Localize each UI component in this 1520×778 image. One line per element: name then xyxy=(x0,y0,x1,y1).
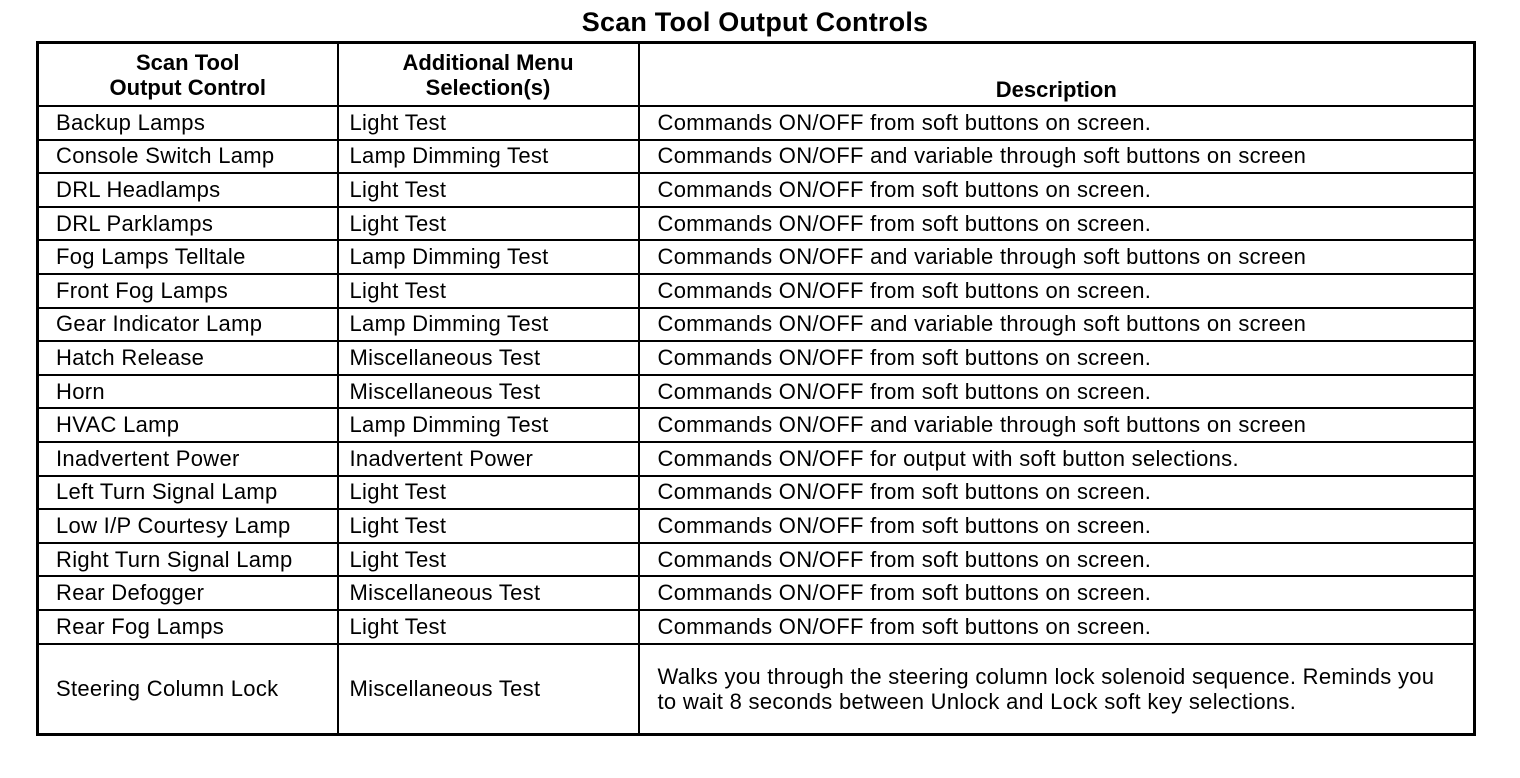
cell-menu-selection: Light Test xyxy=(338,610,639,644)
cell-menu-selection: Miscellaneous Test xyxy=(338,576,639,610)
header-description xyxy=(639,43,1475,107)
cell-output-control: Fog Lamps Telltale xyxy=(38,240,338,274)
cell-output-control: HVAC Lamp xyxy=(38,408,338,442)
table-row xyxy=(38,173,1475,207)
table-row xyxy=(38,308,1475,342)
cell-menu-selection: Lamp Dimming Test xyxy=(338,408,639,442)
cell-menu-selection: Light Test xyxy=(338,476,639,510)
table-row xyxy=(38,543,1475,577)
cell-output-control: Front Fog Lamps xyxy=(38,274,338,308)
cell-output-control: DRL Parklamps xyxy=(38,207,338,241)
cell-description: Commands ON/OFF from soft buttons on screen. xyxy=(639,274,1475,308)
cell-output-control: Steering Column Lock xyxy=(38,644,338,735)
cell-output-control: Left Turn Signal Lamp xyxy=(38,476,338,510)
cell-output-control: Console Switch Lamp xyxy=(38,140,338,174)
table-row xyxy=(38,207,1475,241)
cell-menu-selection: Light Test xyxy=(338,173,639,207)
table-row xyxy=(38,375,1475,409)
cell-output-control: Hatch Release xyxy=(38,341,338,375)
cell-description: Walks you through the steering column lock solenoid sequence. Reminds you to wait 8 seconds between Unlock and Lock soft key selections. xyxy=(639,644,1475,735)
cell-output-control: Horn xyxy=(38,375,338,409)
cell-menu-selection: Inadvertent Power xyxy=(338,442,639,476)
table-row xyxy=(38,274,1475,308)
cell-output-control: Backup Lamps xyxy=(38,106,338,140)
header-output-control xyxy=(38,43,338,107)
cell-description: Commands ON/OFF and variable through soft buttons on screen xyxy=(639,408,1475,442)
cell-output-control: Inadvertent Power xyxy=(38,442,338,476)
cell-output-control: DRL Headlamps xyxy=(38,173,338,207)
cell-output-control: Gear Indicator Lamp xyxy=(38,308,338,342)
table-row xyxy=(38,341,1475,375)
cell-menu-selection: Light Test xyxy=(338,274,639,308)
header-output-control-label: Scan Tool Output Control xyxy=(109,49,266,100)
cell-description: Commands ON/OFF and variable through soft buttons on screen xyxy=(639,140,1475,174)
cell-description: Commands ON/OFF from soft buttons on screen. xyxy=(639,476,1475,510)
cell-menu-selection: Light Test xyxy=(338,207,639,241)
cell-description: Commands ON/OFF from soft buttons on screen. xyxy=(639,375,1475,409)
cell-output-control: Rear Fog Lamps xyxy=(38,610,338,644)
table-row xyxy=(38,476,1475,510)
cell-output-control: Rear Defogger xyxy=(38,576,338,610)
table-row xyxy=(38,240,1475,274)
cell-description: Commands ON/OFF from soft buttons on screen. xyxy=(639,576,1475,610)
table-row xyxy=(38,610,1475,644)
header-description-label: Description xyxy=(995,77,1117,102)
cell-description: Commands ON/OFF and variable through soft buttons on screen xyxy=(639,308,1475,342)
cell-description: Commands ON/OFF from soft buttons on screen. xyxy=(639,543,1475,577)
cell-menu-selection: Miscellaneous Test xyxy=(338,375,639,409)
cell-description: Commands ON/OFF from soft buttons on screen. xyxy=(639,341,1475,375)
cell-menu-selection: Light Test xyxy=(338,106,639,140)
cell-output-control: Low I/P Courtesy Lamp xyxy=(38,509,338,543)
output-controls-table xyxy=(36,41,1476,736)
table-row xyxy=(38,408,1475,442)
table-row xyxy=(38,140,1475,174)
cell-menu-selection: Lamp Dimming Test xyxy=(338,240,639,274)
cell-description: Commands ON/OFF from soft buttons on screen. xyxy=(639,106,1475,140)
page-title: Scan Tool Output Controls xyxy=(581,7,929,37)
cell-description: Commands ON/OFF from soft buttons on screen. xyxy=(639,207,1475,241)
table-header-row xyxy=(38,43,1475,107)
table-row xyxy=(38,576,1475,610)
header-menu-selection xyxy=(338,43,639,107)
cell-menu-selection: Miscellaneous Test xyxy=(338,644,639,735)
cell-menu-selection: Light Test xyxy=(338,509,639,543)
cell-description: Commands ON/OFF from soft buttons on screen. xyxy=(639,610,1475,644)
cell-description: Commands ON/OFF and variable through soft buttons on screen xyxy=(639,240,1475,274)
header-menu-selection-label: Additional Menu Selection(s) xyxy=(402,49,574,100)
table-row xyxy=(38,644,1475,735)
cell-menu-selection: Lamp Dimming Test xyxy=(338,140,639,174)
cell-description: Commands ON/OFF from soft buttons on screen. xyxy=(639,509,1475,543)
cell-description: Commands ON/OFF from soft buttons on screen. xyxy=(639,173,1475,207)
table-row xyxy=(38,509,1475,543)
cell-menu-selection: Lamp Dimming Test xyxy=(338,308,639,342)
table-row xyxy=(38,442,1475,476)
cell-menu-selection: Miscellaneous Test xyxy=(338,341,639,375)
cell-output-control: Right Turn Signal Lamp xyxy=(38,543,338,577)
cell-menu-selection: Light Test xyxy=(338,543,639,577)
cell-description: Commands ON/OFF for output with soft button selections. xyxy=(639,442,1475,476)
table-row xyxy=(38,106,1475,140)
